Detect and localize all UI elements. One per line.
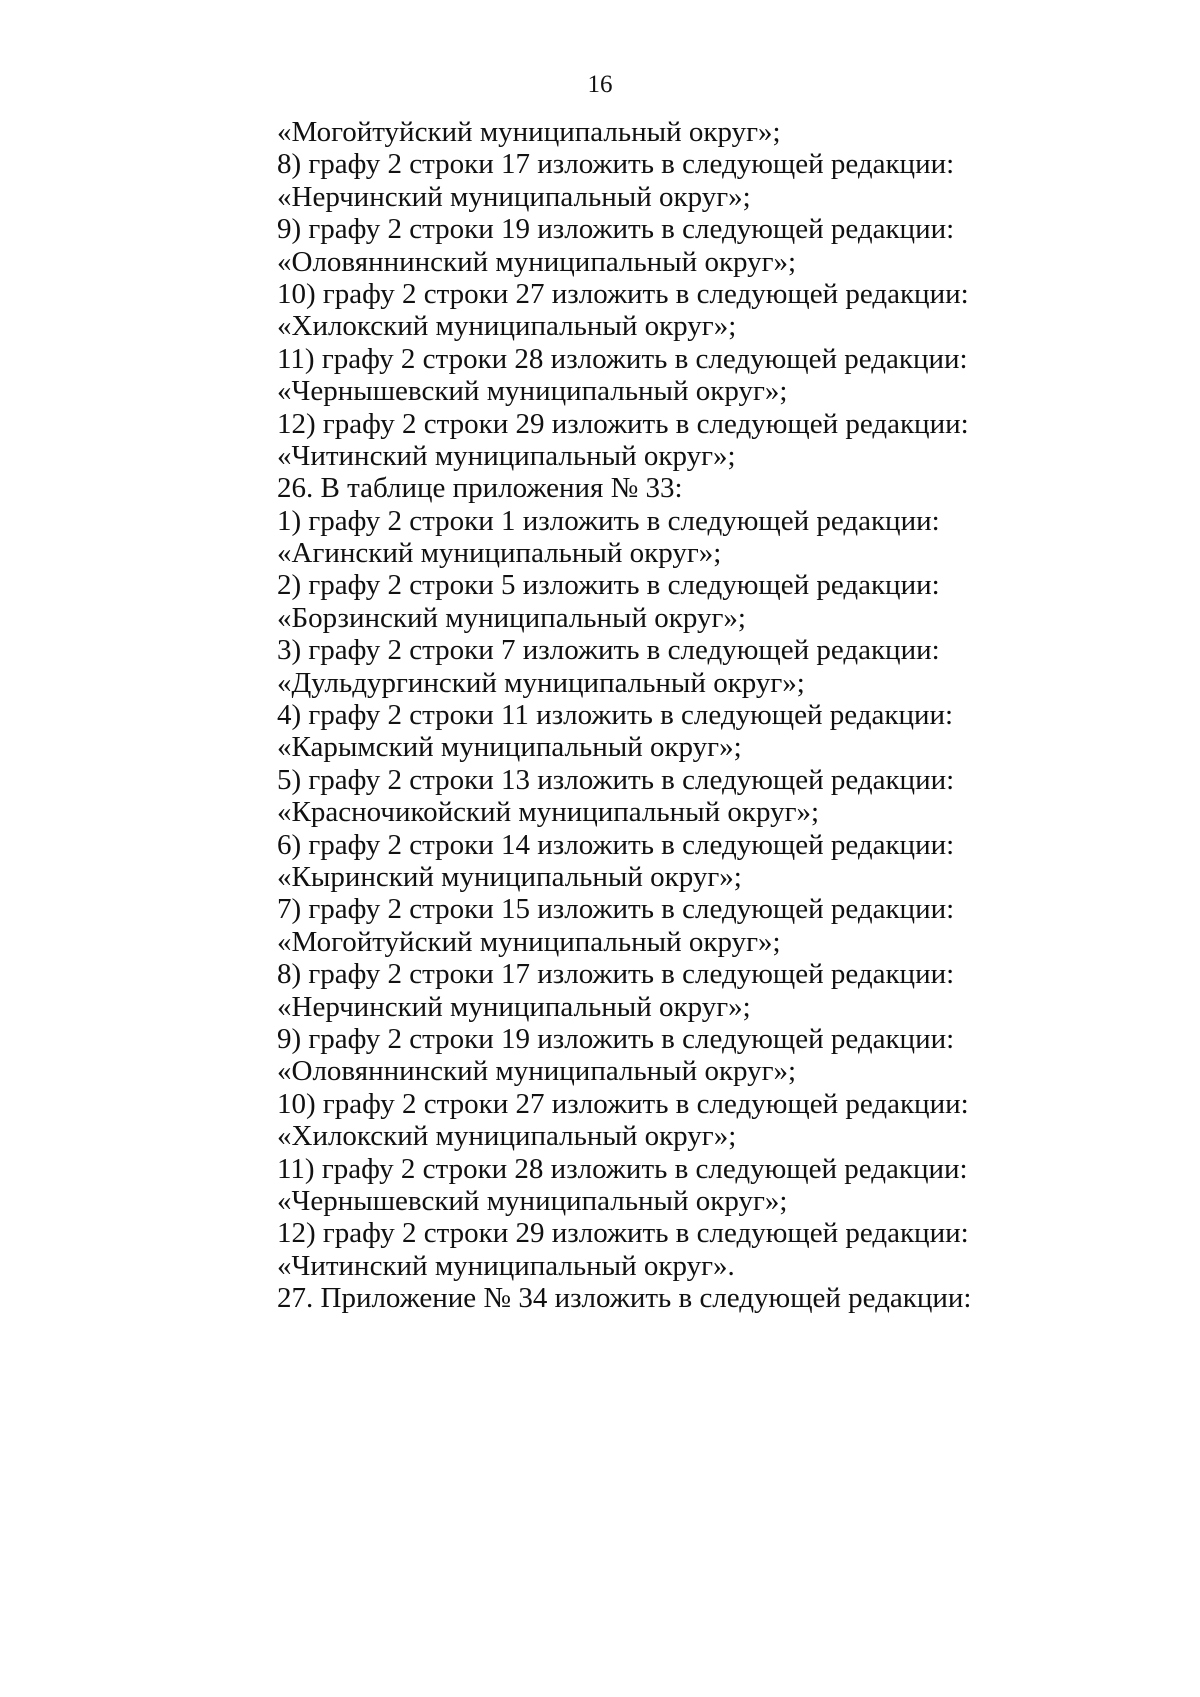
text-line: «Борзинский муниципальный округ»;	[277, 601, 746, 634]
text-line: 9) графу 2 строки 19 изложить в следующей редакции:	[277, 1022, 955, 1055]
text-line: «Могойтуйский муниципальный округ»;	[277, 925, 781, 958]
text-line: «Хилокский муниципальный округ»;	[277, 1120, 737, 1153]
text-line: «Нерчинский муниципальный округ»;	[277, 180, 751, 213]
text-line: 1) графу 2 строки 1 изложить в следующей редакции:	[277, 504, 940, 537]
text-line: 8) графу 2 строки 17 изложить в следующей редакции:	[277, 958, 955, 991]
text-line: 8) графу 2 строки 17 изложить в следующей редакции:	[277, 148, 955, 181]
text-line: «Читинский муниципальный округ».	[277, 1249, 735, 1282]
text-line: 3) графу 2 строки 7 изложить в следующей редакции:	[277, 634, 940, 667]
text-line: «Могойтуйский муниципальный округ»;	[277, 116, 781, 148]
text-line: 11) графу 2 строки 28 изложить в следующей редакции:	[277, 1152, 968, 1185]
text-line: «Хилокский муниципальный округ»;	[277, 310, 737, 343]
text-line: 7) графу 2 строки 15 изложить в следующей редакции:	[277, 893, 955, 926]
text-line: 12) графу 2 строки 29 изложить в следующей редакции:	[277, 1217, 969, 1250]
text-line: 4) графу 2 строки 11 изложить в следующей редакции:	[277, 699, 954, 732]
text-line: 11) графу 2 строки 28 изложить в следующей редакции:	[277, 342, 968, 375]
text-line: 12) графу 2 строки 29 изложить в следующей редакции:	[277, 407, 969, 440]
text-line: «Оловяннинский муниципальный округ»;	[277, 1055, 797, 1088]
text-line: «Красночикойский муниципальный округ»;	[277, 796, 820, 829]
section-heading: 27. Приложение № 34 изложить в следующей редакции:	[277, 1282, 972, 1315]
text-line: 5) графу 2 строки 13 изложить в следующей редакции:	[277, 763, 955, 796]
text-line: 10) графу 2 строки 27 изложить в следующей редакции:	[277, 1087, 969, 1120]
text-line: «Чернышевский муниципальный округ»;	[277, 375, 788, 408]
text-line: 2) графу 2 строки 5 изложить в следующей редакции:	[277, 569, 940, 602]
text-line: «Карымский муниципальный округ»;	[277, 731, 742, 764]
document-body	[277, 116, 1037, 1314]
text-line: «Агинский муниципальный округ»;	[277, 537, 722, 570]
text-line: 6) графу 2 строки 14 изложить в следующей редакции:	[277, 828, 955, 861]
text-line: 9) графу 2 строки 19 изложить в следующей редакции:	[277, 213, 955, 246]
text-line: «Читинский муниципальный округ»;	[277, 439, 736, 472]
text-line: «Нерчинский муниципальный округ»;	[277, 990, 751, 1023]
page-number: 16	[587, 71, 613, 98]
text-line: 10) графу 2 строки 27 изложить в следующей редакции:	[277, 277, 969, 310]
text-line: «Оловяннинский муниципальный округ»;	[277, 245, 797, 278]
text-line: «Кыринский муниципальный округ»;	[277, 860, 742, 893]
text-line: «Дульдургинский муниципальный округ»;	[277, 666, 805, 699]
section-heading: 26. В таблице приложения № 33:	[277, 472, 683, 505]
text-line: «Чернышевский муниципальный округ»;	[277, 1184, 788, 1217]
